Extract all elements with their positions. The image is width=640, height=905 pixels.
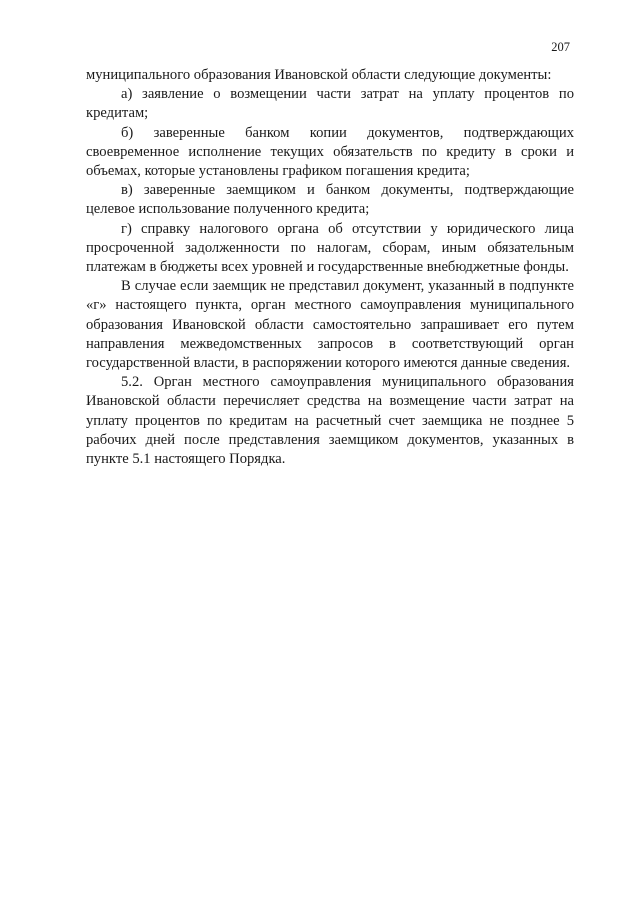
page-number: 207	[551, 40, 570, 54]
paragraph-item-v: в) заверенные заемщиком и банком документы, подтверждающие целевое использование полученного кредита;	[86, 182, 574, 218]
paragraph-clause-5-2: 5.2. Орган местного самоуправления муниципального образования Ивановской области перечисляет средства на возмещение части затрат на уплату процентов по кредитам на расчетный счет заемщика не позднее 5 рабочих дней после представления заемщиком документов, указанных в пункте 5.1 настоящего Порядка.	[86, 374, 574, 468]
paragraph-missing-document: В случае если заемщик не представил документ, указанный в подпункте «г» настоящего пункта, орган местного самоуправления муниципального образования Ивановской области самостоятельно запрашивает его путем направления межведомственных запросов в соответствующий орган государственной власти, в распоряжении которого имеются данные сведения.	[86, 278, 574, 372]
paragraph-intro: муниципального образования Ивановской области следующие документы:	[86, 67, 552, 83]
paragraph-item-b: б) заверенные банком копии документов, подтверждающих своевременное исполнение текущих обязательств по кредиту в сроки и объемах, которые установлены графиком погашения кредита;	[86, 124, 574, 180]
document-body	[86, 66, 574, 469]
paragraph-item-a: а) заявление о возмещении части затрат на уплату процентов по кредитам;	[86, 86, 574, 122]
paragraph-item-g: г) справку налогового органа об отсутствии у юридического лица просроченной задолженности по налогам, сборам, иным обязательным платежам в бюджеты всех уровней и государственные внебюджетные фонды.	[86, 220, 574, 276]
